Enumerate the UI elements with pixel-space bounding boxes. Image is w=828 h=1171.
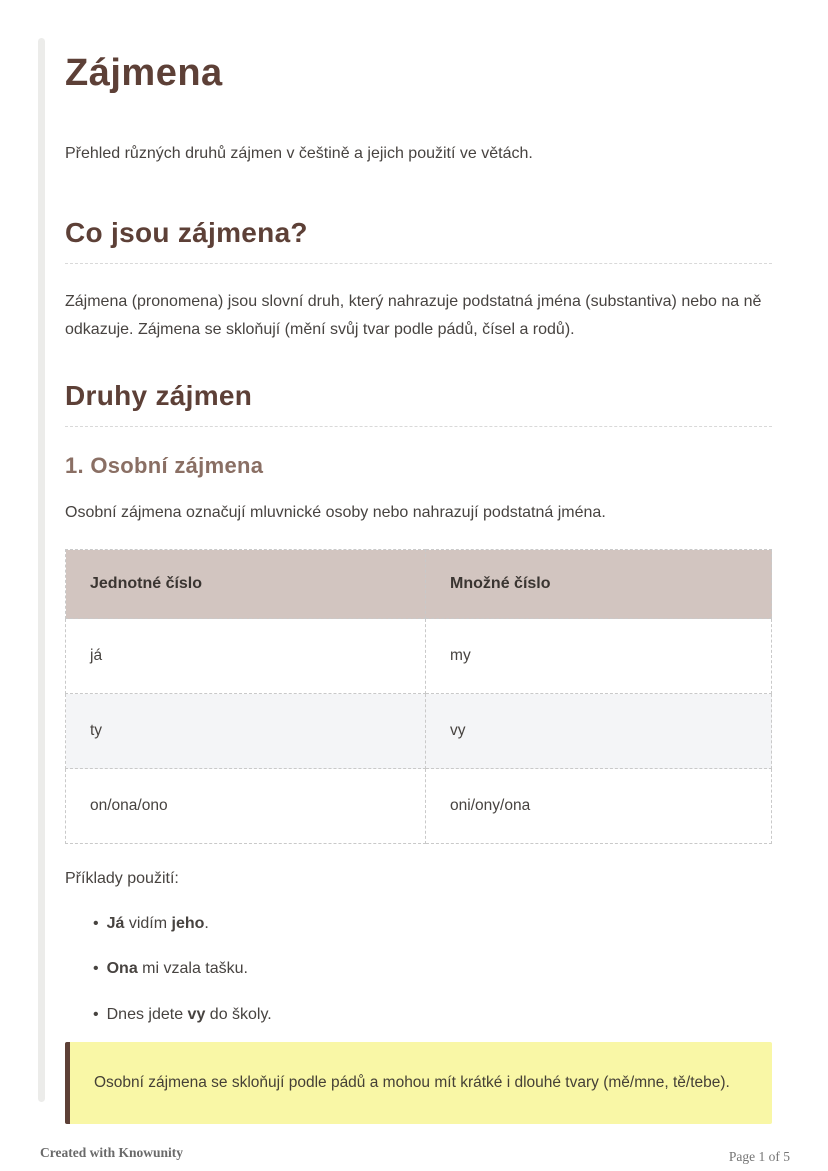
example-text-segment: Já xyxy=(106,915,125,933)
section-heading-what: Co jsou zájmena? xyxy=(65,217,772,264)
example-text-segment: mi vzala tašku. xyxy=(137,960,248,978)
section-body-what: Zájmena (pronomena) jsou slovní druh, který nahrazuje podstatná jména (substantiva) nebo na ně odkazuje. Zájmena se skloňují (mění svůj tvar podle pádů, čísel a rodů). xyxy=(65,292,762,338)
table-cell: ty xyxy=(66,694,426,769)
footer-page-number: Page 1 of 5 xyxy=(728,1149,790,1164)
table-cell: já xyxy=(66,619,426,694)
subsection-heading-personal: 1. Osobní zájmena xyxy=(65,452,264,478)
subsection-body-personal: Osobní zájmena označují mluvnické osoby nebo nahrazují podstatná jména. xyxy=(65,503,606,521)
table-cell: oni/ony/ona xyxy=(426,769,772,844)
note-callout xyxy=(65,1042,772,1124)
intro-paragraph: Přehled různých druhů zájmen v češtině a jejich použití ve větách. xyxy=(65,145,533,162)
examples-list xyxy=(65,914,772,1024)
table-header-plural: Množné číslo xyxy=(426,550,772,619)
table-row xyxy=(66,769,772,844)
example-item xyxy=(93,914,772,933)
example-text-segment: do školy. xyxy=(205,1005,272,1023)
example-text-segment: vy xyxy=(187,1005,206,1023)
table-cell: on/ona/ono xyxy=(66,769,426,844)
examples-label: Příklady použití: xyxy=(65,870,179,888)
page-title: Zájmena xyxy=(65,52,223,94)
table-header-row xyxy=(66,550,772,619)
example-text-segment: Ona xyxy=(106,960,138,978)
example-text-segment: jeho xyxy=(171,915,205,933)
table-row xyxy=(66,619,772,694)
example-item xyxy=(93,959,772,978)
note-callout-text: Osobní zájmena se skloňují podle pádů a mohou mít krátké i dlouhé tvary (mě/mne, tě/tebe). xyxy=(94,1073,730,1091)
table-header-singular: Jednotné číslo xyxy=(66,550,426,619)
table-cell: vy xyxy=(426,694,772,769)
example-text-segment: Dnes jdete xyxy=(106,1005,188,1023)
example-text-segment: . xyxy=(204,915,209,933)
bullet-glyph: • xyxy=(93,960,99,978)
pronouns-table xyxy=(65,549,772,844)
page-content xyxy=(65,0,772,1124)
example-text-segment: vidím xyxy=(124,915,172,933)
table-row xyxy=(66,694,772,769)
page-edge-bar xyxy=(38,38,45,1102)
example-item xyxy=(93,1005,772,1024)
section-heading-kinds: Druhy zájmen xyxy=(65,380,772,427)
footer-credit: Created with Knowunity xyxy=(40,1145,184,1160)
bullet-glyph: • xyxy=(93,1005,99,1023)
bullet-glyph: • xyxy=(93,915,99,933)
table-cell: my xyxy=(426,619,772,694)
